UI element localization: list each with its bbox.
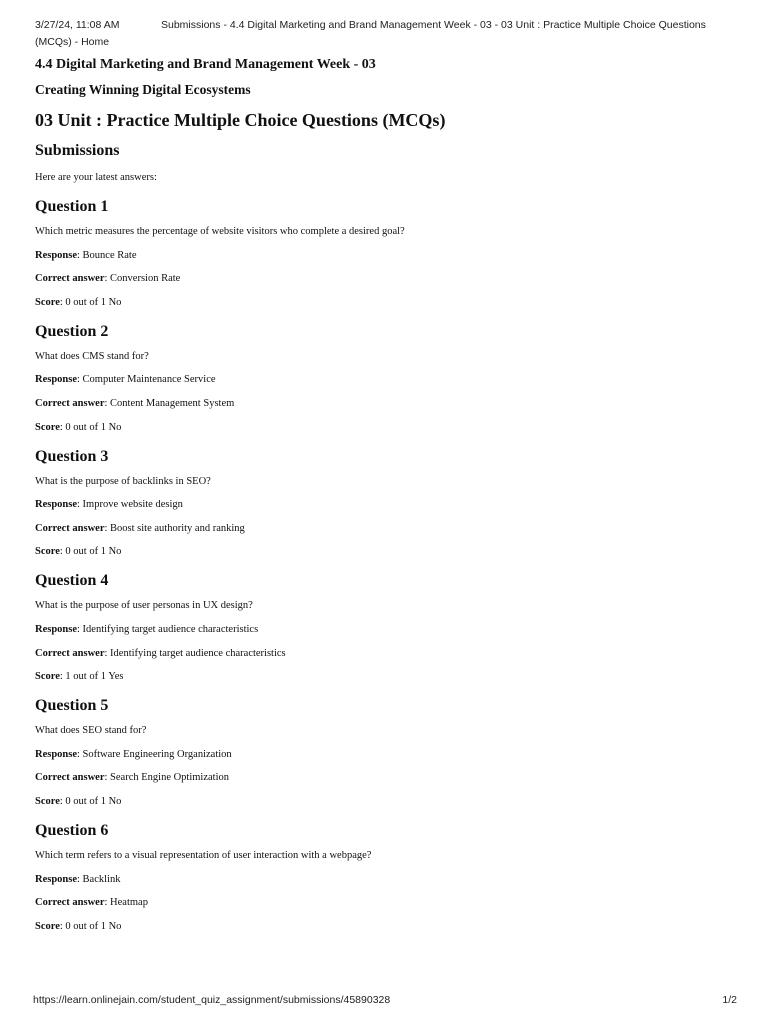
correct-answer-row: [35, 647, 735, 661]
response-row: [35, 373, 735, 387]
question-heading: Question 5: [35, 697, 109, 715]
score-value: : 1 out of 1 Yes: [59, 671, 124, 683]
correct-answer-value: : Heatmap: [104, 897, 148, 909]
response-row: [35, 498, 735, 512]
correct-answer-value: : Conversion Rate: [104, 273, 181, 285]
correct-answer-row: [35, 272, 735, 286]
question-text: Which term refers to a visual representation of user interaction with a webpage?: [35, 849, 372, 861]
questions-list: [35, 196, 735, 934]
score-label: Score: [35, 296, 60, 308]
correct-answer-label: Correct answer: [35, 397, 105, 409]
response-row: [35, 249, 735, 263]
response-value: : Software Engineering Organization: [77, 748, 232, 760]
score-value: : 0 out of 1 No: [59, 421, 122, 433]
submissions-heading: Submissions: [35, 142, 120, 159]
response-row: [35, 873, 735, 887]
correct-answer-value: : Boost site authority and ranking: [104, 522, 245, 534]
question-block: [35, 446, 735, 560]
score-label: Score: [35, 546, 60, 558]
correct-answer-label: Correct answer: [35, 647, 105, 659]
correct-answer-label: Correct answer: [35, 897, 105, 909]
question-text: Which metric measures the percentage of website visitors who complete a desired goal?: [35, 226, 405, 237]
print-document-title: Submissions - 4.4 Digital Marketing and Brand Management Week - 03 - 03 Unit : Practice Multiple Choice Questions (MCQs) - Home: [35, 19, 706, 48]
score-row: [35, 795, 735, 809]
score-value: : 0 out of 1 No: [59, 546, 122, 558]
response-value: : Identifying target audience characteristics: [77, 623, 259, 635]
correct-answer-label: Correct answer: [35, 522, 105, 534]
score-label: Score: [35, 920, 60, 932]
response-label: Response: [35, 748, 78, 760]
correct-answer-value: : Identifying target audience characteristics: [104, 647, 286, 659]
score-value: : 0 out of 1 No: [59, 296, 122, 308]
submission-content: [35, 55, 735, 934]
correct-answer-label: Correct answer: [35, 772, 105, 784]
response-label: Response: [35, 374, 78, 386]
response-value: : Improve website design: [77, 499, 183, 511]
score-row: [35, 920, 735, 934]
response-label: Response: [35, 499, 78, 511]
response-value: : Bounce Rate: [77, 249, 137, 261]
page-url: https://learn.onlinejain.com/student_quiz_assignment/submissions/45890328: [33, 994, 391, 1006]
question-text: What is the purpose of user personas in UX design?: [35, 600, 253, 612]
score-row: [35, 421, 735, 435]
response-row: [35, 623, 735, 637]
correct-answer-value: : Content Management System: [104, 397, 235, 409]
correct-answer-row: [35, 771, 735, 785]
score-row: [35, 296, 735, 310]
question-heading: Question 6: [35, 821, 109, 839]
correct-answer-row: [35, 522, 735, 536]
score-label: Score: [35, 795, 60, 807]
question-text: What does SEO stand for?: [35, 725, 147, 737]
correct-answer-row: [35, 896, 735, 910]
question-heading: Question 2: [35, 322, 109, 340]
correct-answer-value: : Search Engine Optimization: [104, 772, 230, 784]
print-header: [35, 17, 740, 51]
response-row: [35, 748, 735, 762]
print-footer: [33, 993, 737, 1007]
question-block: [35, 820, 735, 934]
response-label: Response: [35, 873, 78, 885]
course-subtitle: Creating Winning Digital Ecosystems: [35, 82, 251, 97]
response-value: : Backlink: [77, 873, 121, 885]
page-number: 1/2: [722, 994, 737, 1006]
question-block: [35, 321, 735, 435]
question-heading: Question 1: [35, 198, 109, 215]
score-label: Score: [35, 421, 60, 433]
score-label: Score: [35, 671, 60, 683]
correct-answer-label: Correct answer: [35, 273, 105, 285]
question-block: [35, 570, 735, 684]
score-value: : 0 out of 1 No: [59, 795, 122, 807]
question-heading: Question 4: [35, 572, 109, 590]
response-label: Response: [35, 623, 78, 635]
question-text: What is the purpose of backlinks in SEO?: [35, 475, 211, 487]
score-value: : 0 out of 1 No: [59, 920, 122, 932]
response-label: Response: [35, 249, 78, 261]
score-row: [35, 545, 735, 559]
correct-answer-row: [35, 397, 735, 411]
question-text: What does CMS stand for?: [35, 350, 149, 362]
unit-title: 03 Unit : Practice Multiple Choice Questions (MCQs): [35, 110, 446, 130]
response-value: : Computer Maintenance Service: [77, 374, 216, 386]
print-datetime: 3/27/24, 11:08 AM: [35, 19, 120, 31]
intro-text: Here are your latest answers:: [35, 172, 157, 183]
score-row: [35, 670, 735, 684]
question-heading: Question 3: [35, 447, 109, 465]
course-title: 4.4 Digital Marketing and Brand Management Week - 03: [35, 57, 376, 72]
question-block: [35, 196, 735, 310]
question-block: [35, 695, 735, 809]
